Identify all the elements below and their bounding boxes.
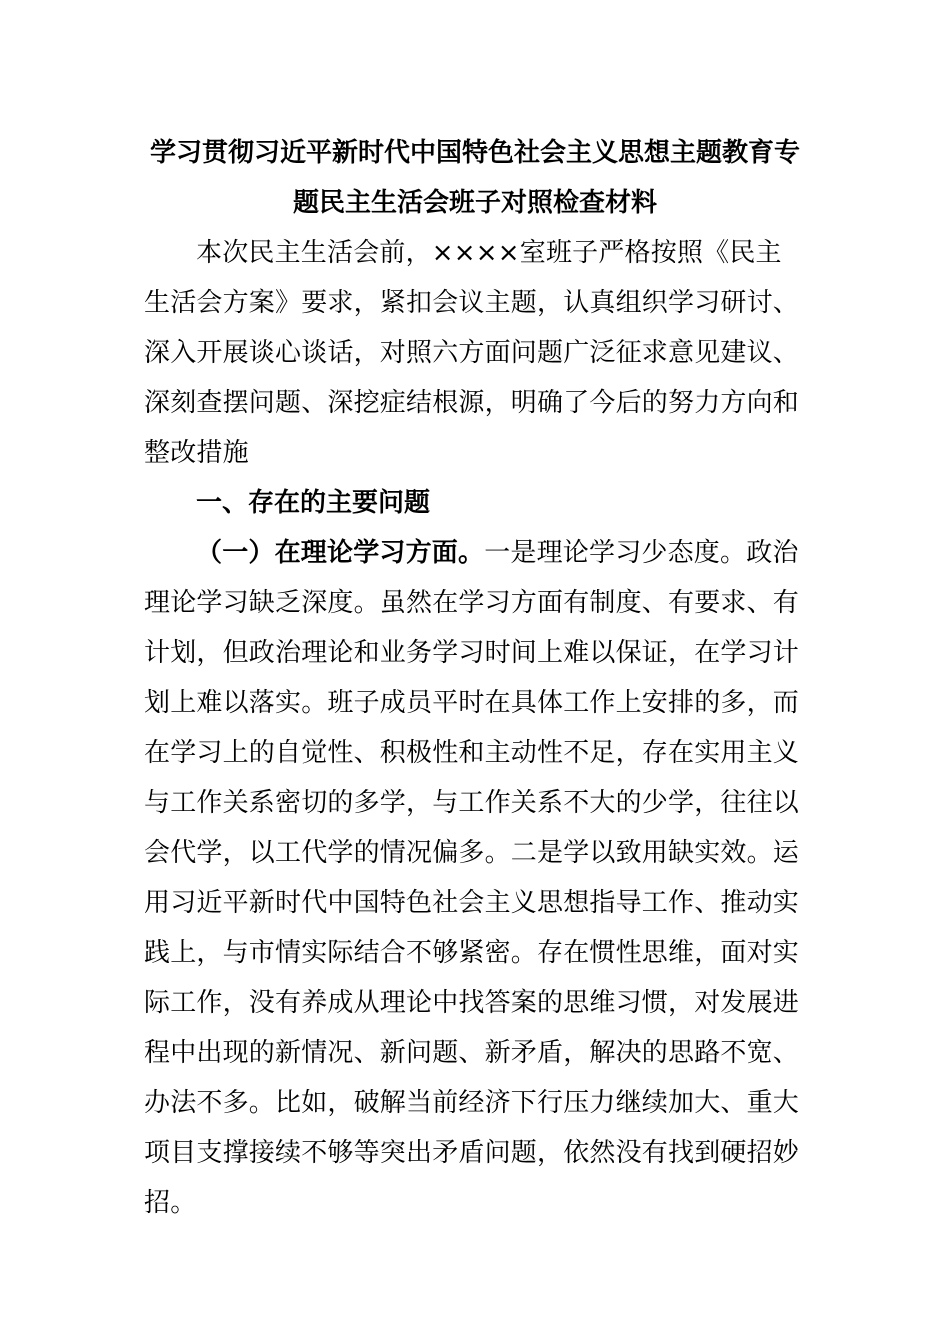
document-title-line-2: 题民主生活会班子对照检查材料: [292, 188, 657, 218]
document-title-line-1: 学习贯彻习近平新时代中国特色社会主义思想主题教育专: [149, 138, 800, 168]
subsection-label: （一）在理论学习方面。: [196, 538, 485, 568]
document-page: [144, 128, 806, 1228]
subsection-paragraph: [144, 528, 806, 1228]
document-title: [144, 128, 806, 228]
intro-paragraph: 本次民主生活会前，××××室班子严格按照《民主生活会方案》要求，紧扣会议主题，认真组织学习研讨、深入开展谈心谈话，对照六方面问题广泛征求意见建议、深刻查摆问题、深挖症结根源，明确了今后的努力方向和整改措施: [144, 238, 800, 468]
subsection-body: 一是理论学习少态度。政治理论学习缺乏深度。虽然在学习方面有制度、有要求、有计划，但政治理论和业务学习时间上难以保证，在学习计划上难以落实。班子成员平时在具体工作上安排的多，而在学习上的自觉性、积极性和主动性不足，存在实用主义与工作关系密切的多学，与工作关系不大的少学，往往以会代学，以工代学的情况偏多。二是学以致用缺实效。运用习近平新时代中国特色社会主义思想指导工作、推动实践上，与市情实际结合不够紧密。存在惯性思维，面对实际工作，没有养成从理论中找答案的思维习惯，对发展进程中出现的新情况、新问题、新矛盾，解决的思路不宽、办法不多。比如，破解当前经济下行压力继续加大、重大项目支撑接续不够等突出矛盾问题，依然没有找到硬招妙招。: [144, 538, 800, 1218]
section-heading: 一、存在的主要问题: [196, 488, 431, 518]
